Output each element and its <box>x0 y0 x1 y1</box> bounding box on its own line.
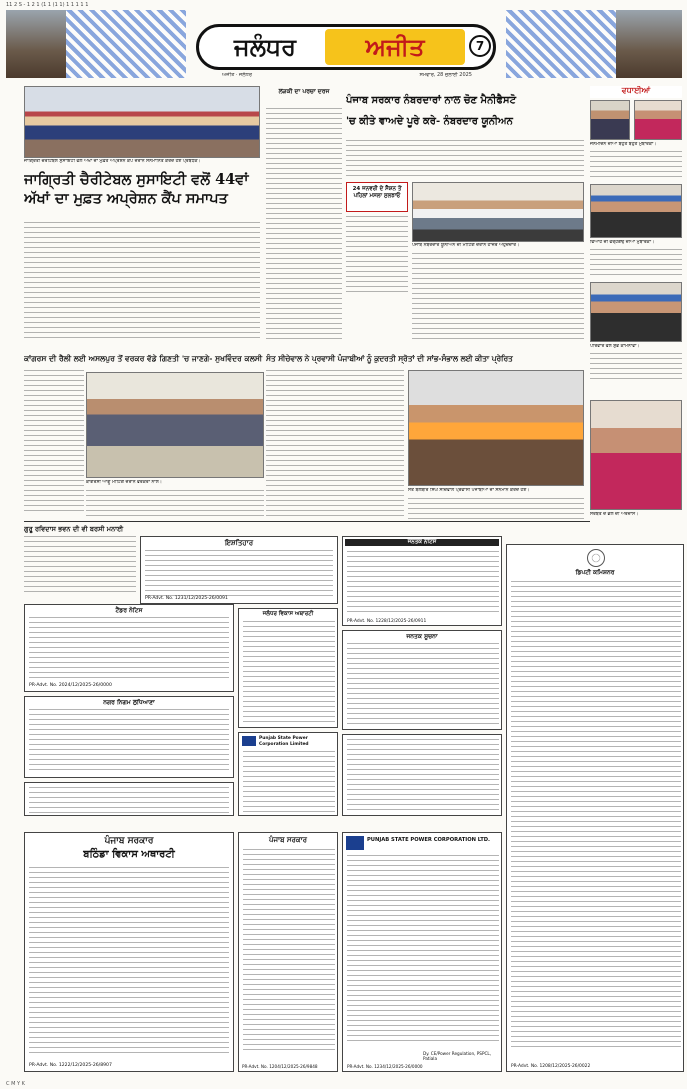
ad-ishtihar-title: ਇਸ਼ਤਿਹਾਰ <box>224 539 254 547</box>
short-story-headline: ਲੜਕੀ ਦਾ ਪਰਚਾ ਦਰਜ <box>278 88 330 95</box>
greeting-caption-3: ਪਰਿਵਾਰ ਵੱਲੋਂ ਸ਼ੁਭ ਕਾਮਨਾਵਾਂ। <box>590 344 640 349</box>
ad-ishtihar <box>140 536 338 604</box>
ad-pspcl-2-ref: PR-Advt. No. 1234/12/2025-26/0000 <box>347 1063 423 1069</box>
ad-misc-body <box>347 739 499 813</box>
ad-tender-1 <box>24 604 234 692</box>
ad-punjab-gov-2 <box>238 832 338 1072</box>
sant-body-bottom <box>408 498 584 520</box>
ad-municipal-title: ਨਗਰ ਨਿਗਮ ਲੁਧਿਆਣਾ <box>103 699 155 706</box>
numberdar-body-top <box>346 140 584 180</box>
ad-deputy-title: ਡਿਪਟੀ ਕਮਿਸ਼ਨਰ <box>575 569 615 576</box>
congress-body-left <box>24 370 84 512</box>
masthead-photo-right <box>616 10 682 78</box>
lead-photo-caption: ਜਾਗ੍ਰਿਤੀ ਚੈਰੀਟੇਬਲ ਸੁਸਾਇਟੀ ਵੱਲੋਂ ਅੱਖਾਂ ਦਾ ਮੁਫ਼ਤ ਅਪ੍ਰੇਸ਼ਨ ਕੈਂਪ ਦੌਰਾਨ ਸਨਮਾਨਿਤ ਕਰਦੇ ਹੋਏ ਪ੍ਰਬੰਧਕ। <box>24 159 201 164</box>
side-note-box: 24 ਜਨਵਰੀ ਦੇ ਸੈਸ਼ਨ ਤੋਂ ਪਹਿਲਾਂ ਮਸਲਾ ਸੁਲਝਾਓ <box>346 182 408 212</box>
masthead-subline <box>222 72 472 79</box>
ad-bathinda-ref: PR-Advt. No. 1222/12/2025-26/8907 <box>29 1063 112 1069</box>
numberdar-body <box>412 253 584 343</box>
ad-misc <box>342 734 502 816</box>
ad-tender-2-ref: PR-Advt. No. 1228/12/2025-26/0911 <box>347 618 427 624</box>
ad-jalandhar-dev <box>238 608 338 728</box>
newspaper-logo <box>196 24 496 70</box>
page-number: 7 <box>469 35 491 57</box>
ad-pspcl-1-title: Punjab State Power Corporation Limited <box>259 736 309 747</box>
ad-notice-small <box>24 782 234 816</box>
sant-photo <box>408 370 584 486</box>
congress-photo-caption: ਕਾਂਗਰਸੀ ਆਗੂ ਮੀਟਿੰਗ ਦੌਰਾਨ ਵਰਕਰਾਂ ਨਾਲ। <box>86 480 162 485</box>
congress-photo <box>86 372 264 478</box>
greeting-photo-1a <box>590 100 630 140</box>
ad-pspcl-2-signed: Dy. CE/Power Regulation, PSPCL, Patiala <box>423 1050 492 1061</box>
ad-tender-2 <box>342 536 502 626</box>
section-divider <box>24 521 590 522</box>
masthead-pattern-right <box>506 10 616 78</box>
numberdar-headline <box>346 90 584 134</box>
pspcl-logo-1 <box>242 736 256 746</box>
ad-deputy-body <box>511 581 681 1051</box>
logo-title-right: ਅਜੀਤ <box>325 29 465 65</box>
greeting-photo-4 <box>590 400 682 510</box>
small-story-headline: ਗੁਰੂ ਰਵਿਦਾਸ ਭਵਨ ਦੀ ਵੀ ਬਰਸੀ ਮਨਾਈ <box>24 525 124 533</box>
sant-photo-caption: ਸੰਤ ਬਲਬੀਰ ਸਿੰਘ ਸੀਚੇਵਾਲ ਪ੍ਰਵਾਸੀ ਪੰਜਾਬੀਆਂ ਦਾ ਸਨਮਾਨ ਕਰਦੇ ਹੋਏ। <box>408 488 530 493</box>
print-info-text: 11 2 S - 1 2 1 (1 1 (1 1) 1 1 1 1 1 <box>6 2 89 8</box>
ad-jalandhar-dev-title: ਜਲੰਧਰ ਵਿਕਾਸ ਅਥਾਰਟੀ <box>262 611 314 617</box>
ad-pspcl-1-body <box>243 751 335 813</box>
ad-punjab-gov-2-body <box>243 849 335 1053</box>
ad-ishtihar-ref: PR-Advt. No. 1231/12/2025-26/0091 <box>145 596 228 602</box>
greeting-caption-4: ਸਰਬੱਤ ਦੇ ਭਲੇ ਦੀ ਅਰਦਾਸ। <box>590 512 639 517</box>
lead-headline: ਜਾਗ੍ਰਿਤੀ ਚੈਰੀਟੇਬਲ ਸੁਸਾਇਟੀ ਵਲੋਂ 44ਵਾਂ ਅੱਖਾਂ ਦਾ ਮੁਫ਼ਤ ਅਪ੍ਰੇਸ਼ਨ ਕੈਂਪ ਸਮਾਪਤ <box>24 171 249 207</box>
congress-body-bottom <box>86 490 264 518</box>
ad-bathinda-gov: ਪੰਜਾਬ ਸਰਕਾਰ <box>104 836 154 846</box>
small-story-body <box>24 536 136 596</box>
ad-pspcl-2-body <box>347 855 499 1045</box>
greeting-text-2 <box>590 249 682 279</box>
lead-photo <box>24 86 260 158</box>
greeting-photo-3 <box>590 282 682 342</box>
ad-tender-2-title: ਜਨਤਕ ਨੋਟਿਸ <box>345 539 499 546</box>
masthead-date: ਸੋਮਵਾਰ, 28 ਜੁਲਾਈ 2025 <box>419 72 472 78</box>
print-color-text: C M Y K <box>6 1081 25 1087</box>
print-info-strip <box>0 0 687 10</box>
pspcl-logo-2 <box>346 836 364 850</box>
masthead-pattern-left <box>66 10 186 78</box>
numberdar-photo <box>412 182 584 242</box>
ad-notice-small-body <box>29 787 229 813</box>
ad-deputy-ref: PR-Advt. No. 1208/12/2025-26/0022 <box>511 1063 591 1069</box>
government-seal-icon <box>587 549 605 567</box>
ad-public-notice <box>342 630 502 730</box>
ad-bathinda-title: ਬਠਿੰਡਾ ਵਿਕਾਸ ਅਥਾਰਟੀ <box>83 849 175 861</box>
greeting-caption-1: ਜਨਮਦਿਨ ਦੀਆਂ ਬਹੁਤ ਬਹੁਤ ਮੁਬਾਰਕਾਂ। <box>590 142 657 147</box>
greetings-label: ਵਧਾਈਆਂ <box>590 86 682 98</box>
ad-tender-1-title: ਟੈਂਡਰ ਨੋਟਿਸ <box>115 607 143 614</box>
masthead-place: ਅਜੀਤ · ਜਲੰਧਰ <box>222 72 252 78</box>
numberdar-headline-line2: 'ਚ ਕੀਤੇ ਵਾਅਦੇ ਪੂਰੇ ਕਰੇ- ਨੰਬਰਦਾਰ ਯੂਨੀਅਨ <box>346 116 513 127</box>
ad-tender-1-body <box>29 617 229 679</box>
ad-municipal <box>24 696 234 778</box>
ad-bathinda-body <box>29 867 229 1053</box>
ad-pspcl-1 <box>238 732 338 816</box>
print-color-bar <box>0 1080 687 1089</box>
lead-body-text <box>24 222 260 342</box>
ad-pspcl-2 <box>342 832 502 1072</box>
ad-deputy-commissioner <box>506 544 684 1072</box>
ad-municipal-body <box>29 709 229 773</box>
greeting-photo-2 <box>590 184 682 238</box>
greeting-text-3 <box>590 353 682 381</box>
numberdar-photo-caption: ਪੰਜਾਬ ਨੰਬਰਦਾਰ ਯੂਨੀਅਨ ਦੀ ਮੀਟਿੰਗ ਦੌਰਾਨ ਹਾਜ਼ਰ ਅਹੁਦੇਦਾਰ। <box>412 243 520 248</box>
ad-punjab-gov-2-ref: PR-Advt. No. 1204/12/2025-26/9848 <box>242 1063 318 1069</box>
masthead <box>0 10 687 80</box>
ad-ishtihar-body <box>145 550 333 596</box>
ad-punjab-gov-2-title: ਪੰਜਾਬ ਸਰਕਾਰ <box>268 836 307 844</box>
greeting-photo-1b <box>634 100 682 140</box>
short-story-body <box>266 108 342 343</box>
logo-title-left: ਜਲੰਧਰ <box>234 32 296 61</box>
ad-public-notice-title: ਜਨਤਕ ਸੂਚਨਾ <box>406 633 438 640</box>
ad-pspcl-2-title: PUNJAB STATE POWER CORPORATION LTD. <box>367 837 491 843</box>
numberdar-headline-line1: ਪੰਜਾਬ ਸਰਕਾਰ ਨੰਬਰਦਾਰਾਂ ਨਾਲ ਚੋਣ ਮੈਨੀਫੈਸਟੋ <box>346 95 516 106</box>
sant-headline: ਸੰਤ ਸੀਚੇਵਾਲ ਨੇ ਪ੍ਰਵਾਸੀ ਪੰਜਾਬੀਆਂ ਨੂੰ ਕੁਦਰਤੀ ਸ੍ਰੋਤਾਂ ਦੀ ਸਾਂਭ-ਸੰਭਾਲ ਲਈ ਕੀਤਾ ਪ੍ਰੇਰਿਤ <box>266 354 513 363</box>
ad-public-notice-body <box>347 643 499 727</box>
greeting-text-1 <box>590 151 682 181</box>
ad-tender-2-body <box>347 551 499 615</box>
masthead-photo-left <box>6 10 66 78</box>
sant-body-left <box>266 370 404 520</box>
ad-jalandhar-dev-body <box>243 621 335 725</box>
greeting-caption-2: ਵਿਆਹ ਦੀ ਵਰ੍ਹੇਗੰਢ ਦੀਆਂ ਮੁਬਾਰਕਾਂ। <box>590 240 655 245</box>
ad-bathinda <box>24 832 234 1072</box>
ad-tender-1-ref: PR-Advt. No. 2024/12/2025-26/0000 <box>29 683 112 689</box>
congress-headline: ਕਾਂਗਰਸ ਦੀ ਰੈਲੀ ਲਈ ਅਸਲਪੁਰ ਤੋਂ ਵਰਕਰ ਵੱਡੇ ਗਿਣਤੀ 'ਚ ਜਾਣਗੇ- ਸੁਖਵਿੰਦਰ ਕਲਸੀ <box>24 354 263 363</box>
side-note-body <box>346 216 408 296</box>
